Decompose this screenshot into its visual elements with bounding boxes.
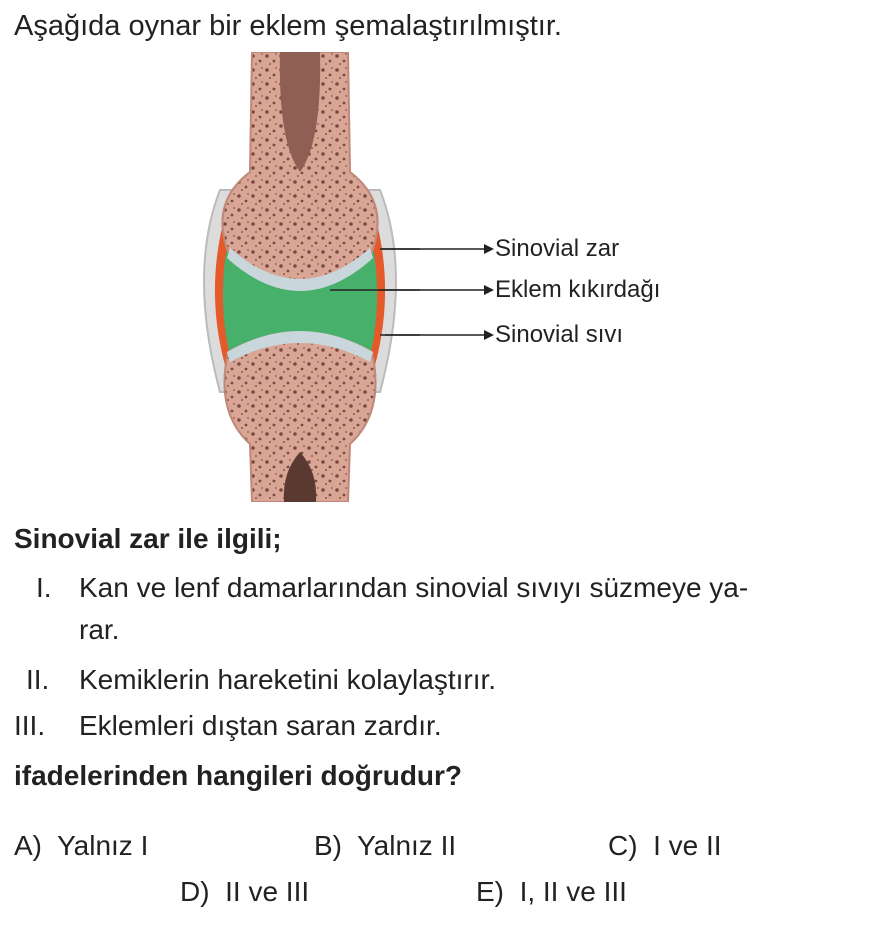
option-text: Yalnız II — [357, 830, 457, 861]
option-text: II ve III — [225, 876, 310, 907]
option-a[interactable] — [14, 830, 148, 862]
question-stem: Sinovial zar ile ilgili; — [14, 523, 282, 554]
intro-text: Aşağıda oynar bir eklem şemalaştırılmıştır. — [14, 10, 562, 42]
option-d[interactable] — [180, 876, 309, 908]
label-synovial-fluid: Sinovial sıvı — [495, 321, 624, 348]
statement-text-continued: rar. — [79, 614, 120, 645]
statement-number: III. — [14, 710, 46, 741]
statement-number: II. — [26, 664, 50, 695]
statement-text: Eklemleri dıştan saran zardır. — [79, 710, 442, 741]
statement-text: Kemiklerin hareketini kolaylaştırır. — [79, 664, 497, 695]
option-b[interactable] — [314, 830, 456, 862]
statement-text: Kan ve lenf damarlarından sinovial sıvıyı süzmeye ya- — [79, 572, 749, 603]
label-synovial-membrane: Sinovial zar — [495, 235, 620, 262]
option-letter: A) — [14, 830, 42, 861]
option-text: I ve II — [653, 830, 722, 861]
label-arrows — [380, 230, 495, 350]
option-text: I, II ve III — [519, 876, 627, 907]
option-text: Yalnız I — [57, 830, 149, 861]
option-c[interactable] — [608, 830, 722, 862]
option-letter: C) — [608, 830, 638, 861]
option-letter: B) — [314, 830, 342, 861]
option-e[interactable] — [476, 876, 627, 908]
label-articular-cartilage: Eklem kıkırdağı — [495, 276, 661, 303]
statement-number: I. — [36, 572, 52, 603]
option-letter: E) — [476, 876, 504, 907]
option-letter: D) — [180, 876, 210, 907]
question-text: ifadelerinden hangileri doğrudur? — [14, 760, 463, 791]
